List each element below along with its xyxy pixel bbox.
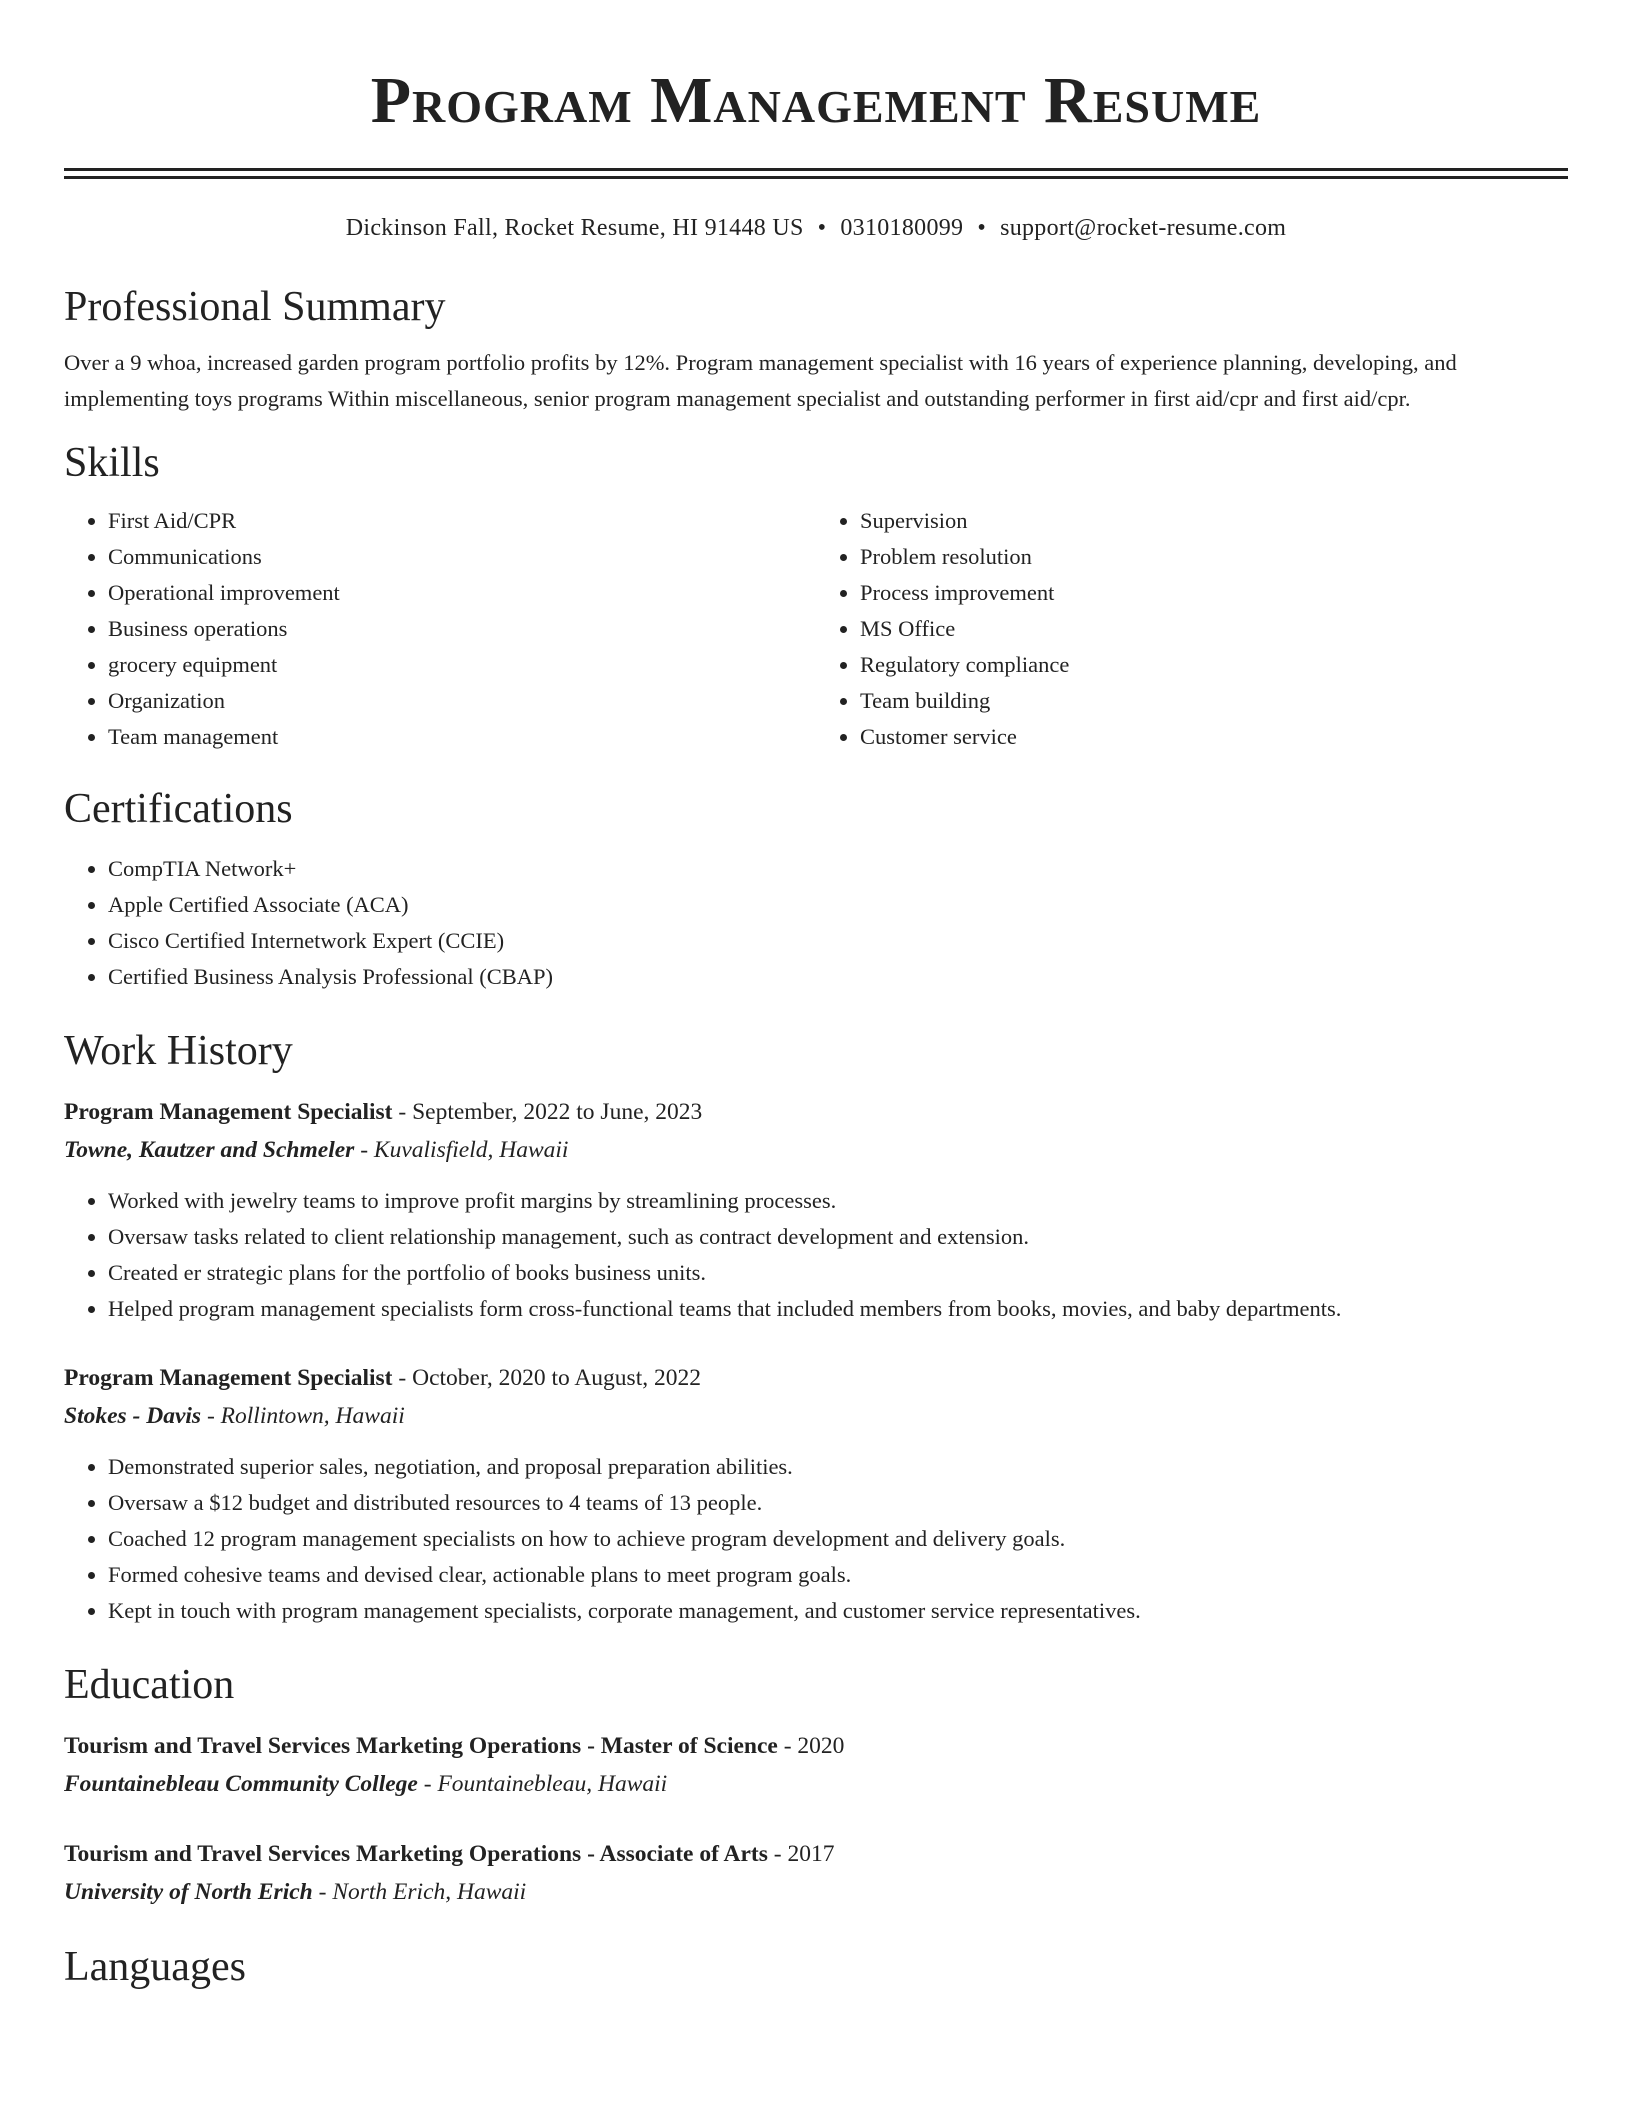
summary-heading: Professional Summary xyxy=(64,284,446,330)
skills-heading: Skills xyxy=(64,440,160,486)
job-bullet: • Created er strategic plans for the portfolio of books business units. xyxy=(108,1255,1568,1291)
job-bullet: • Oversaw tasks related to client relationship management, such as contract development and extension. xyxy=(108,1219,1568,1255)
job-bullet: • Demonstrated superior sales, negotiation, and proposal preparation abilities. xyxy=(108,1449,1568,1485)
summary-text: Over a 9 whoa, increased garden program portfolio profits by 12%. Program management specialist with 16 years of experience planning, developing, and implementing toys programs Within miscellaneous, senior program management specialist and outstanding performer in first aid/cpr and first aid/cpr. xyxy=(64,350,1457,411)
job-bullet: • Oversaw a $12 budget and distributed resources to 4 teams of 13 people. xyxy=(108,1485,1568,1521)
job-bullets xyxy=(64,1183,1568,1327)
education-school-line: University of North Erich - North Erich, Hawaii xyxy=(64,1879,527,1905)
certification-item: • Cisco Certified Internetwork Expert (CCIE) xyxy=(108,923,1568,959)
job-entry xyxy=(64,1359,1568,1629)
skill-item: • Problem resolution xyxy=(860,539,1568,575)
skills-columns xyxy=(64,503,1568,755)
education-entry xyxy=(64,1727,1568,1803)
job-title: Program Management Specialist xyxy=(64,1099,393,1125)
education-location: Fountainebleau, Hawaii xyxy=(437,1771,668,1797)
contact-separator: • xyxy=(977,215,987,241)
certifications-heading: Certifications xyxy=(64,786,293,832)
certifications-list xyxy=(64,851,1568,995)
skill-item: • Process improvement xyxy=(860,575,1568,611)
languages-heading: Languages xyxy=(64,1944,246,1990)
job-title: Program Management Specialist xyxy=(64,1365,393,1391)
job-bullet: • Coached 12 program management specialists on how to achieve program development and delivery goals. xyxy=(108,1521,1568,1557)
education-degree: Tourism and Travel Services Marketing Operations - Master of Science xyxy=(64,1733,778,1759)
job-dates: September, 2022 to June, 2023 xyxy=(412,1099,703,1125)
contact-line xyxy=(64,211,1568,245)
skills-left-list xyxy=(64,503,816,755)
skill-item: • Organization xyxy=(108,683,816,719)
job-bullet: • Helped program management specialists form cross-functional teams that included members from books, movies, and baby departments. xyxy=(108,1291,1568,1327)
education-school: Fountainebleau Community College xyxy=(64,1771,418,1797)
job-location: Kuvalisfield, Hawaii xyxy=(373,1137,569,1163)
job-bullet: • Formed cohesive teams and devised clear, actionable plans to meet program goals. xyxy=(108,1557,1568,1593)
job-company: Towne, Kautzer and Schmeler xyxy=(64,1137,355,1163)
skill-item: • MS Office xyxy=(860,611,1568,647)
work-history-heading: Work History xyxy=(64,1028,293,1074)
education-degree: Tourism and Travel Services Marketing Operations - Associate of Arts xyxy=(64,1841,768,1867)
certification-item: • Apple Certified Associate (ACA) xyxy=(108,887,1568,923)
job-bullet: • Worked with jewelry teams to improve profit margins by streamlining processes. xyxy=(108,1183,1568,1219)
job-company-line: Stokes - Davis - Rollintown, Hawaii xyxy=(64,1403,405,1429)
job-location: Rollintown, Hawaii xyxy=(220,1403,405,1429)
job-title-line: Program Management Specialist - September, 2022 to June, 2023 xyxy=(64,1099,703,1125)
contact-address: Dickinson Fall, Rocket Resume, HI 91448 US xyxy=(345,215,804,241)
contact-email: support@rocket-resume.com xyxy=(1000,215,1287,241)
title-divider xyxy=(64,168,1568,179)
skill-item: • Supervision xyxy=(860,503,1568,539)
job-bullets xyxy=(64,1449,1568,1629)
resume-title: Program Management Resume xyxy=(370,64,1262,137)
education-year: 2020 xyxy=(797,1733,845,1759)
education-school: University of North Erich xyxy=(64,1879,313,1905)
education-degree-line: Tourism and Travel Services Marketing Operations - Associate of Arts - 2017 xyxy=(64,1841,835,1867)
education-school-line: Fountainebleau Community College - Fountainebleau, Hawaii xyxy=(64,1771,668,1797)
job-title-line: Program Management Specialist - October, 2020 to August, 2022 xyxy=(64,1365,701,1391)
education-entry xyxy=(64,1835,1568,1911)
skill-item: • Customer service xyxy=(860,719,1568,755)
job-bullet: • Kept in touch with program management specialists, corporate management, and customer service representatives. xyxy=(108,1593,1568,1629)
skill-item: • Communications xyxy=(108,539,816,575)
skill-item: • Regulatory compliance xyxy=(860,647,1568,683)
job-company-line: Towne, Kautzer and Schmeler - Kuvalisfield, Hawaii xyxy=(64,1137,569,1163)
job-company: Stokes - Davis xyxy=(64,1403,202,1429)
job-dates: October, 2020 to August, 2022 xyxy=(412,1365,701,1391)
education-degree-line: Tourism and Travel Services Marketing Operations - Master of Science - 2020 xyxy=(64,1733,845,1759)
skill-item: • grocery equipment xyxy=(108,647,816,683)
skills-right-list xyxy=(816,503,1568,755)
contact-phone: 0310180099 xyxy=(840,215,964,241)
education-location: North Erich, Hawaii xyxy=(332,1879,527,1905)
skill-item: • Team building xyxy=(860,683,1568,719)
skill-item: • Operational improvement xyxy=(108,575,816,611)
education-year: 2017 xyxy=(787,1841,835,1867)
certification-item: • CompTIA Network+ xyxy=(108,851,1568,887)
skill-item: • First Aid/CPR xyxy=(108,503,816,539)
certification-item: • Certified Business Analysis Professional (CBAP) xyxy=(108,959,1568,995)
skill-item: • Business operations xyxy=(108,611,816,647)
contact-separator: • xyxy=(817,215,827,241)
skill-item: • Team management xyxy=(108,719,816,755)
job-entry xyxy=(64,1093,1568,1327)
education-heading: Education xyxy=(64,1662,235,1708)
